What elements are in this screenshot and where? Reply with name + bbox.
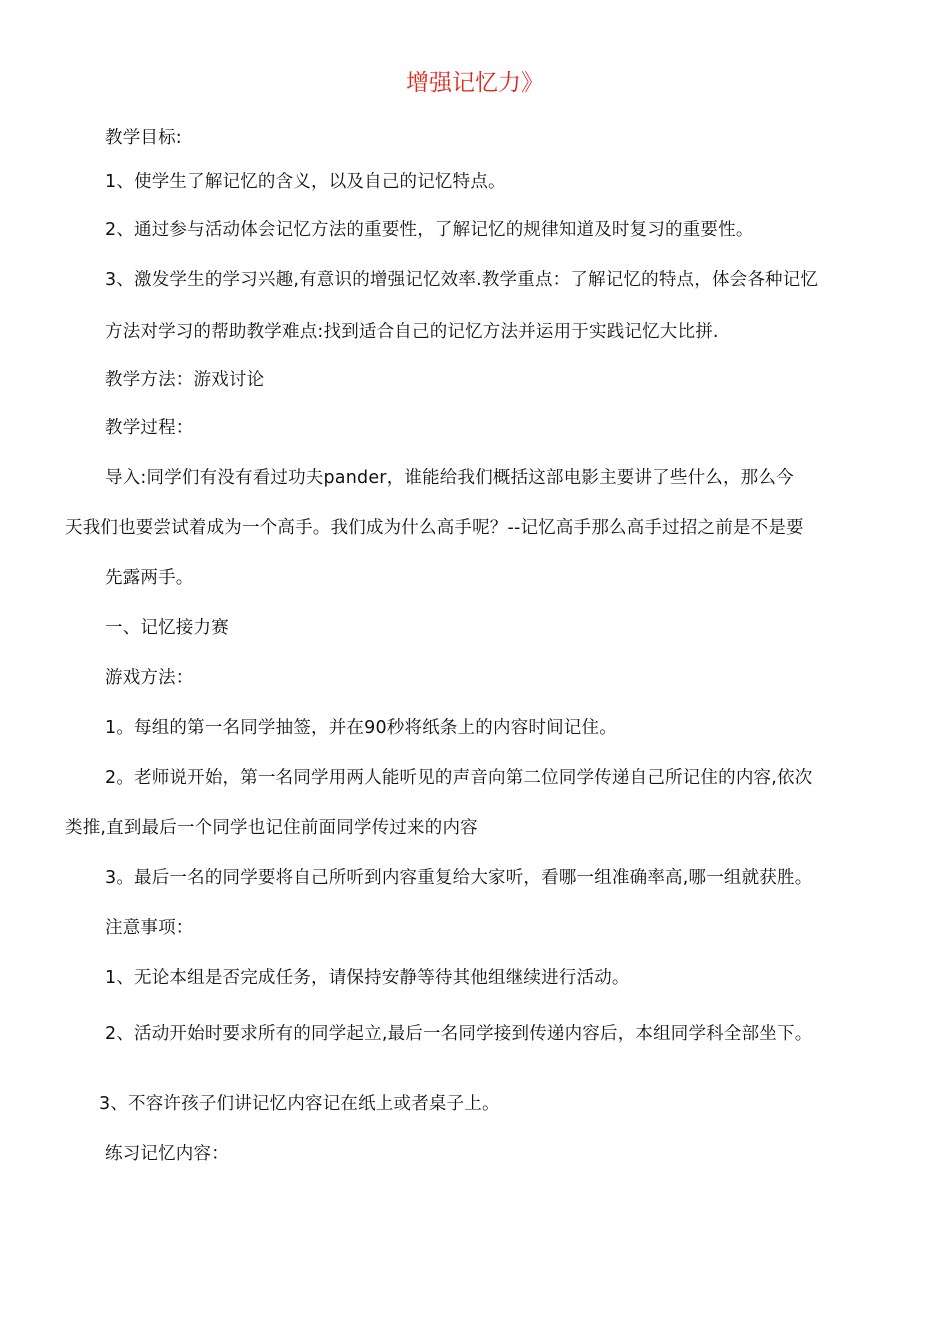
note-2: 2、活动开始时要求所有的同学起立,最后一名同学接到传递内容后，本组同学科全部坐下。	[105, 1024, 813, 1044]
game-step-2-continued: 类推,直到最后一个同学也记住前面同学传过来的内容	[65, 818, 478, 838]
goal-1: 1、使学生了解记忆的含义，以及自己的记忆特点。	[105, 172, 506, 192]
intro-line-1: 导入:同学们有没有看过功夫pander，谁能给我们概括这部电影主要讲了些什么，那么今	[105, 468, 794, 488]
goal-3-continued: 方法对学习的帮助教学难点:找到适合自己的记忆方法并运用于实践记忆大比拼.	[105, 322, 719, 342]
game-step-2: 2。老师说开始，第一名同学用两人能听见的声音向第二位同学传递自己所记住的内容,依次	[105, 768, 813, 788]
game-step-1: 1。每组的第一名同学抽签，并在90秒将纸条上的内容时间记住。	[105, 718, 617, 738]
intro-line-2: 天我们也要尝试着成为一个高手。我们成为什么高手呢？--记忆高手那么高手过招之前是不是要	[65, 518, 804, 538]
heading-game-method: 游戏方法：	[105, 668, 194, 688]
note-3: 3、不容许孩子们讲记忆内容记在纸上或者桌子上。	[99, 1094, 500, 1114]
heading-teaching-process: 教学过程：	[105, 418, 194, 438]
note-1: 1、无论本组是否完成任务，请保持安静等待其他组继续进行活动。	[105, 968, 630, 988]
heading-notes: 注意事项：	[105, 918, 194, 938]
heading-teaching-goals: 教学目标:	[105, 128, 182, 148]
game-step-3: 3。最后一名的同学要将自己所听到内容重复给大家听，看哪一组准确率高,哪一组就获胜。	[105, 868, 813, 888]
section-memory-relay: 一、记忆接力赛	[105, 618, 229, 638]
document-title: 增强记忆力》	[406, 70, 544, 96]
goal-3: 3、激发学生的学习兴趣,有意识的增强记忆效率.教学重点：了解记忆的特点，体会各种记忆	[105, 270, 819, 290]
intro-line-3: 先露两手。	[105, 568, 194, 588]
heading-practice-content: 练习记忆内容：	[105, 1144, 229, 1164]
goal-2: 2、通过参与活动体会记忆方法的重要性，了解记忆的规律知道及时复习的重要性。	[105, 220, 754, 240]
teaching-method: 教学方法：游戏讨论	[105, 370, 265, 390]
